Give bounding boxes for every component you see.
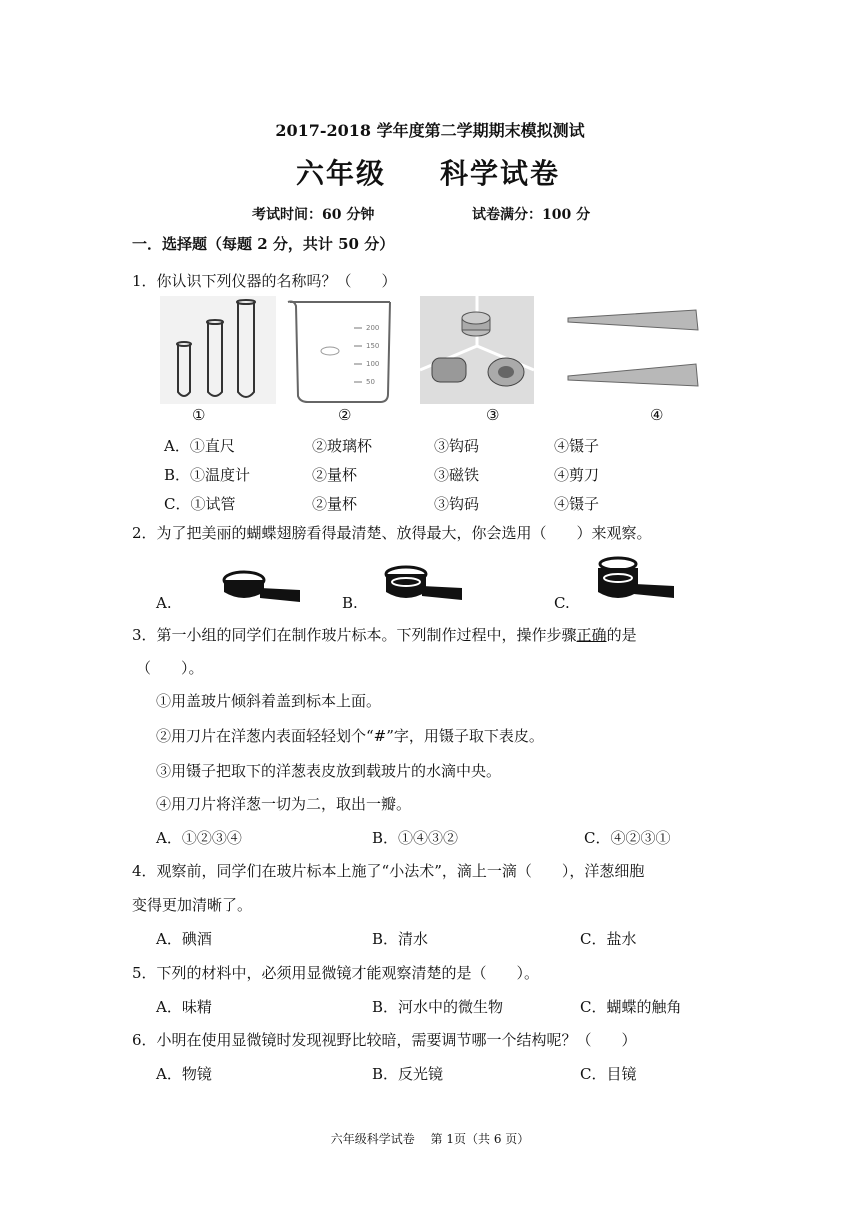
test-tubes-image	[160, 296, 276, 404]
q2-option-c: C.	[554, 594, 570, 612]
q3-stem	[132, 624, 637, 645]
q3-option-c: C．④②③①	[584, 829, 671, 847]
exam-term-title: 2017-2018 学年度第二学期期末模拟测试	[275, 121, 585, 140]
q4-option-c: C．盐水	[580, 930, 637, 948]
q5-option-c: C．蝴蝶的触角	[580, 998, 682, 1016]
q6-option-a: A．物镜	[156, 1065, 212, 1083]
q1-option-b-2: ②量杯	[312, 466, 358, 484]
q6-stem: 6．小明在使用显微镜时发现视野比较暗，需要调节哪一个结构呢？（ ）	[132, 1031, 637, 1049]
q1-option-b-4: ④剪刀	[554, 466, 600, 484]
beaker-mark-50: 50	[366, 378, 375, 386]
q3-stem-blank: （ ）。	[136, 659, 204, 677]
exam-full-score: 试卷满分：100 分	[472, 207, 591, 223]
q2-option-a: A.	[156, 594, 172, 612]
q1-option-c-2: ②量杯	[312, 495, 358, 513]
weights-image	[420, 296, 534, 404]
beaker-mark-200: 200	[366, 324, 380, 332]
q6-option-c: C．目镜	[580, 1065, 637, 1083]
beaker-mark-100: 100	[366, 360, 380, 368]
q1-option-b-3: ③磁铁	[434, 466, 480, 484]
image-label-4: ④	[650, 406, 664, 424]
q3-stem-emphasis: 正确	[576, 626, 607, 644]
magnifier-b-image	[378, 560, 464, 606]
q4-option-b: B．清水	[372, 930, 429, 948]
q5-stem: 5．下列的材料中，必须用显微镜才能观察清楚的是（ ）。	[132, 964, 540, 982]
q6-option-b: B．反光镜	[372, 1065, 444, 1083]
grade-title: 六年级	[296, 157, 387, 190]
q1-option-c-1: C．①试管	[164, 495, 236, 513]
magnifier-c-image	[590, 554, 676, 606]
image-label-1: ①	[192, 406, 206, 424]
section-heading: 一．选择题（每题 2 分，共计 50 分）	[132, 235, 395, 253]
page-footer: 六年级科学试卷 第 1页（共 6 页）	[330, 1132, 530, 1146]
q3-step-1: ①用盖玻片倾斜着盖到标本上面。	[156, 692, 382, 710]
q3-step-4: ④用刀片将洋葱一切为二，取出一瓣。	[156, 795, 412, 813]
q2-option-b: B.	[342, 594, 358, 612]
q4-option-a: A．碘酒	[156, 930, 212, 948]
q5-option-a: A．味精	[156, 998, 212, 1016]
q1-option-a-3: ③钩码	[434, 437, 480, 455]
q5-option-b: B．河水中的微生物	[372, 998, 504, 1016]
q3-step-3: ③用镊子把取下的洋葱表皮放到载玻片的水滴中央。	[156, 762, 502, 780]
subject-title: 科学试卷	[440, 157, 561, 190]
q3-option-a: A．①②③④	[156, 829, 242, 847]
q1-option-a-2: ②玻璃杯	[312, 437, 373, 455]
image-label-2: ②	[338, 406, 352, 424]
q3-stem-start: 3．第一小组的同学们在制作玻片标本。下列制作过程中，操作步骤	[132, 626, 577, 644]
q4-stem-line2: 变得更加清晰了。	[132, 896, 253, 914]
image-label-3: ③	[486, 406, 500, 424]
q3-step-2: ②用刀片在洋葱内表面轻轻划个“#”字，用镊子取下表皮。	[156, 727, 544, 745]
q1-option-c-3: ③钩码	[434, 495, 480, 513]
q1-option-b-1: B．①温度计	[164, 466, 251, 484]
q3-option-b: B．①④③②	[372, 829, 459, 847]
beaker-mark-150: 150	[366, 342, 380, 350]
exam-time: 考试时间：60 分钟	[252, 207, 375, 223]
q1-option-a-1: A．①直尺	[164, 437, 235, 455]
q2-stem: 2．为了把美丽的蝴蝶翅膀看得最清楚、放得最大，你会选用（ ）来观察。	[132, 524, 652, 542]
q4-stem-line1: 4．观察前，同学们在玻片标本上施了“小法术”，滴上一滴（ ），洋葱细胞	[132, 862, 645, 880]
magnifier-a-image	[216, 562, 302, 606]
q1-option-c-4: ④镊子	[554, 495, 600, 513]
q1-stem: 1．你认识下列仪器的名称吗？（ ）	[132, 272, 397, 290]
tweezers-image	[560, 296, 704, 404]
beaker-image	[284, 296, 402, 404]
q3-stem-end: 的是	[606, 626, 637, 644]
q1-option-a-4: ④镊子	[554, 437, 600, 455]
